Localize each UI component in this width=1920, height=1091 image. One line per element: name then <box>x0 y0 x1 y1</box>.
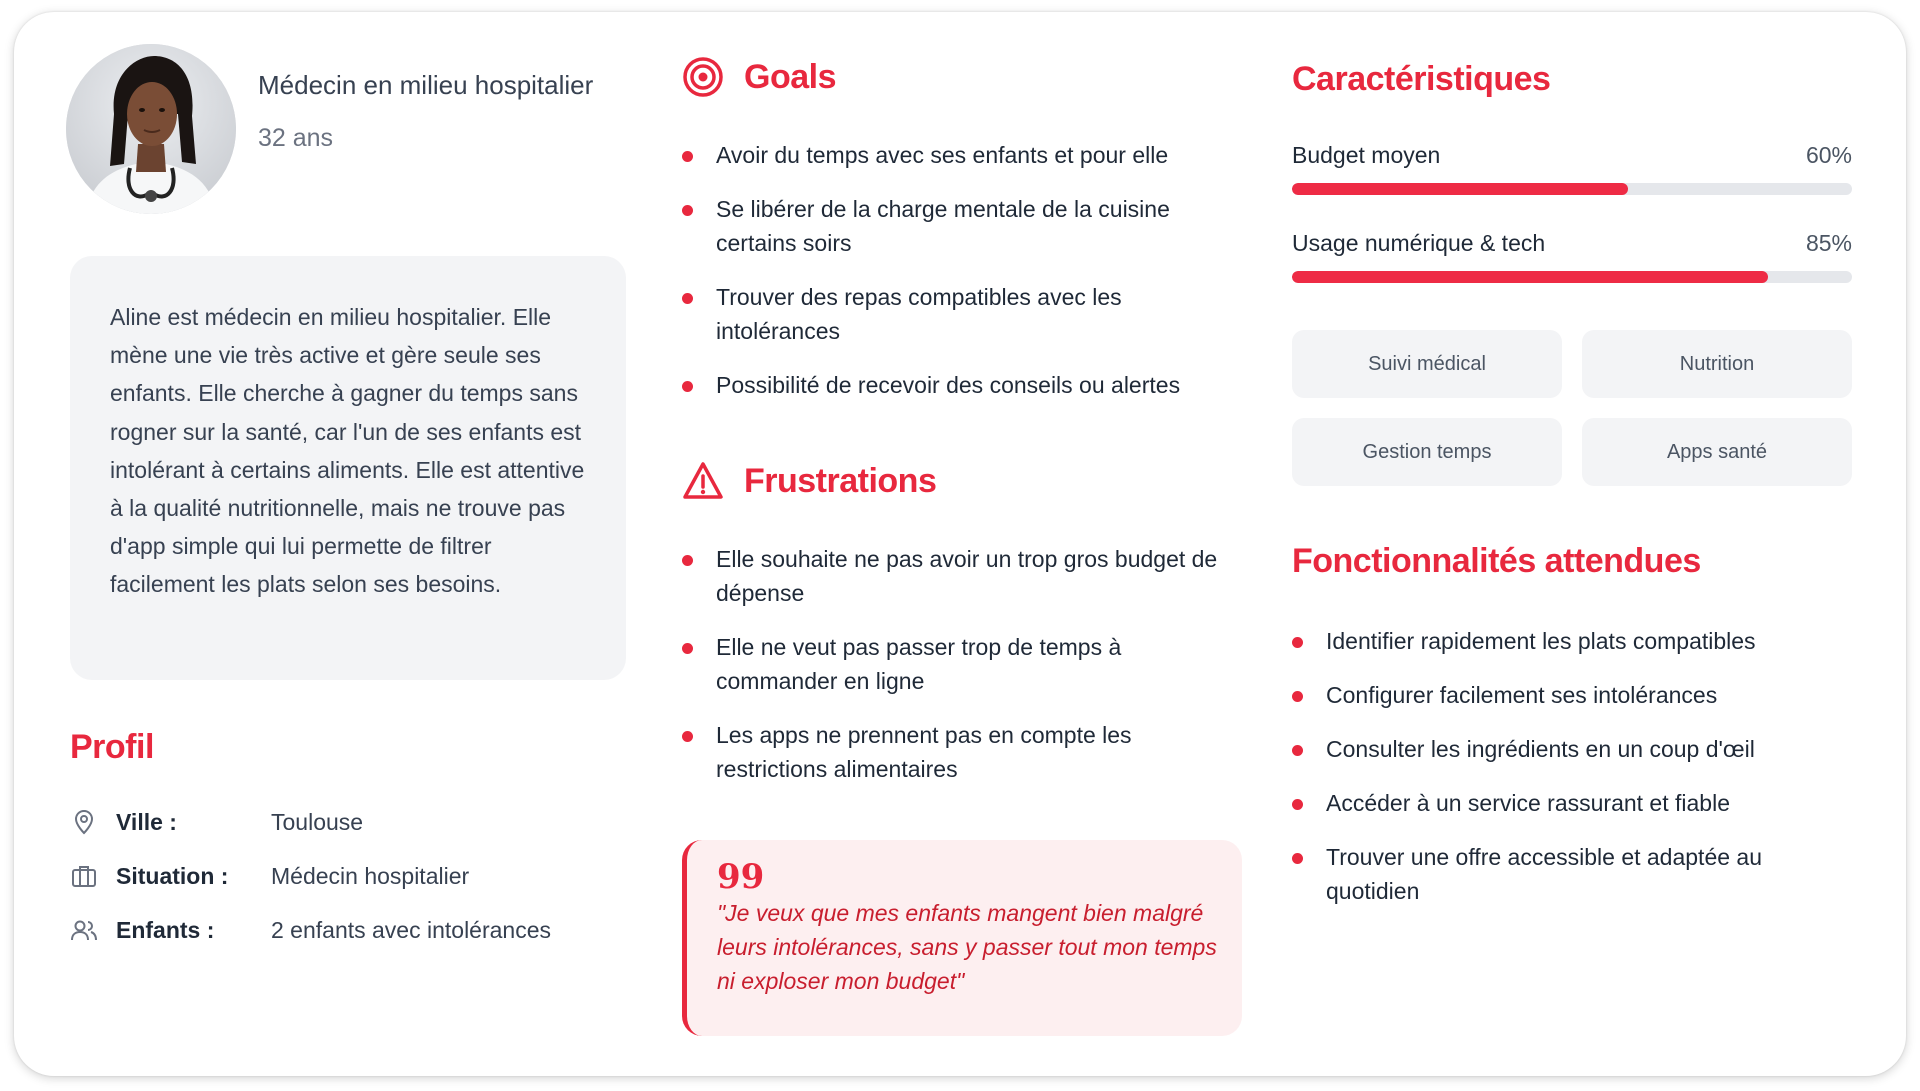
profil-value: 2 enfants avec intolérances <box>271 916 552 943</box>
profil-label: Ville : <box>116 808 177 835</box>
goals-list <box>682 138 1242 402</box>
bar-usage-numerique <box>1292 230 1852 283</box>
briefcase-icon <box>70 862 98 890</box>
list-item: Elle souhaite ne pas avoir un trop gros budget de dépense <box>682 542 1242 610</box>
quote-mark-icon: 99 <box>717 857 765 897</box>
list-item: Accéder à un service rassurant et fiable <box>1292 786 1852 820</box>
persona-card <box>14 12 1906 1076</box>
users-icon <box>70 916 98 944</box>
list-item: Trouver des repas compatibles avec les intolérances <box>682 280 1242 348</box>
bar-budget <box>1292 142 1852 195</box>
list-item: Possibilité de recevoir des conseils ou alertes <box>682 368 1242 402</box>
tag-suivi-medical: Suivi médical <box>1292 330 1562 398</box>
profil-title: Profil <box>70 728 154 766</box>
profil-value: Toulouse <box>271 808 364 835</box>
quote-text: "Je veux que mes enfants mangent bien malgré leurs intolérances, sans y passer tout mon temps ni exploser mon budget" <box>717 900 1217 994</box>
persona-bio: Aline est médecin en milieu hospitalier. Elle mène une vie très active et gère seule ses enfants. Elle cherche à gagner du temps sans rogner sur la santé, car l'un de ses enfants est intolérant à certains aliments. Elle est attentive à la qualité nutritionnelle, mais ne trouve pas d'app simple qui lui permette de filtrer facilement les plats selon ses besoins. <box>70 256 626 680</box>
tag-gestion-temps: Gestion temps <box>1292 418 1562 486</box>
profil-row-situation <box>70 856 469 896</box>
bar-track <box>1292 271 1852 283</box>
list-item: Elle ne veut pas passer trop de temps à commander en ligne <box>682 630 1242 698</box>
profil-row-ville <box>70 802 363 842</box>
avatar <box>66 44 236 214</box>
bar-value: 60% <box>1805 142 1852 168</box>
list-item: Les apps ne prennent pas en compte les restrictions alimentaires <box>682 718 1242 786</box>
tag-grid <box>1292 330 1852 486</box>
warning-icon <box>682 460 724 502</box>
list-item: Se libérer de la charge mentale de la cuisine certains soirs <box>682 192 1242 260</box>
tag-nutrition: Nutrition <box>1582 330 1852 398</box>
frustrations-header <box>682 460 936 502</box>
avatar-portrait-icon <box>66 44 236 214</box>
list-item: Consulter les ingrédients en un coup d'œil <box>1292 732 1852 766</box>
persona-role: Médecin en milieu hospitalier <box>258 70 594 100</box>
fonctionnalites-title: Fonctionnalités attendues <box>1292 542 1701 580</box>
profil-row-enfants <box>70 910 551 950</box>
bar-label: Usage numérique & tech <box>1292 230 1546 256</box>
frustrations-title: Frustrations <box>744 461 937 500</box>
profil-label: Situation : <box>116 862 229 889</box>
bar-track <box>1292 183 1852 195</box>
goals-title: Goals <box>744 57 836 96</box>
list-item: Avoir du temps avec ses enfants et pour elle <box>682 138 1242 172</box>
bar-label: Budget moyen <box>1292 142 1441 168</box>
profil-value: Médecin hospitalier <box>271 862 470 889</box>
list-item: Identifier rapidement les plats compatibles <box>1292 624 1852 658</box>
caracteristiques-title: Caractéristiques <box>1292 60 1551 98</box>
list-item: Configurer facilement ses intolérances <box>1292 678 1852 712</box>
bar-value: 85% <box>1805 230 1852 256</box>
tag-apps-sante: Apps santé <box>1582 418 1852 486</box>
list-item: Trouver une offre accessible et adaptée au quotidien <box>1292 840 1852 908</box>
profil-label: Enfants : <box>116 916 215 943</box>
fonctionnalites-list <box>1292 624 1852 908</box>
location-pin-icon <box>70 808 98 836</box>
target-icon <box>682 56 724 98</box>
frustrations-list <box>682 542 1242 786</box>
persona-age: 32 ans <box>258 124 334 152</box>
bar-fill <box>1292 271 1768 283</box>
quote-box <box>682 840 1242 1036</box>
bar-fill <box>1292 183 1628 195</box>
goals-header <box>682 56 836 98</box>
